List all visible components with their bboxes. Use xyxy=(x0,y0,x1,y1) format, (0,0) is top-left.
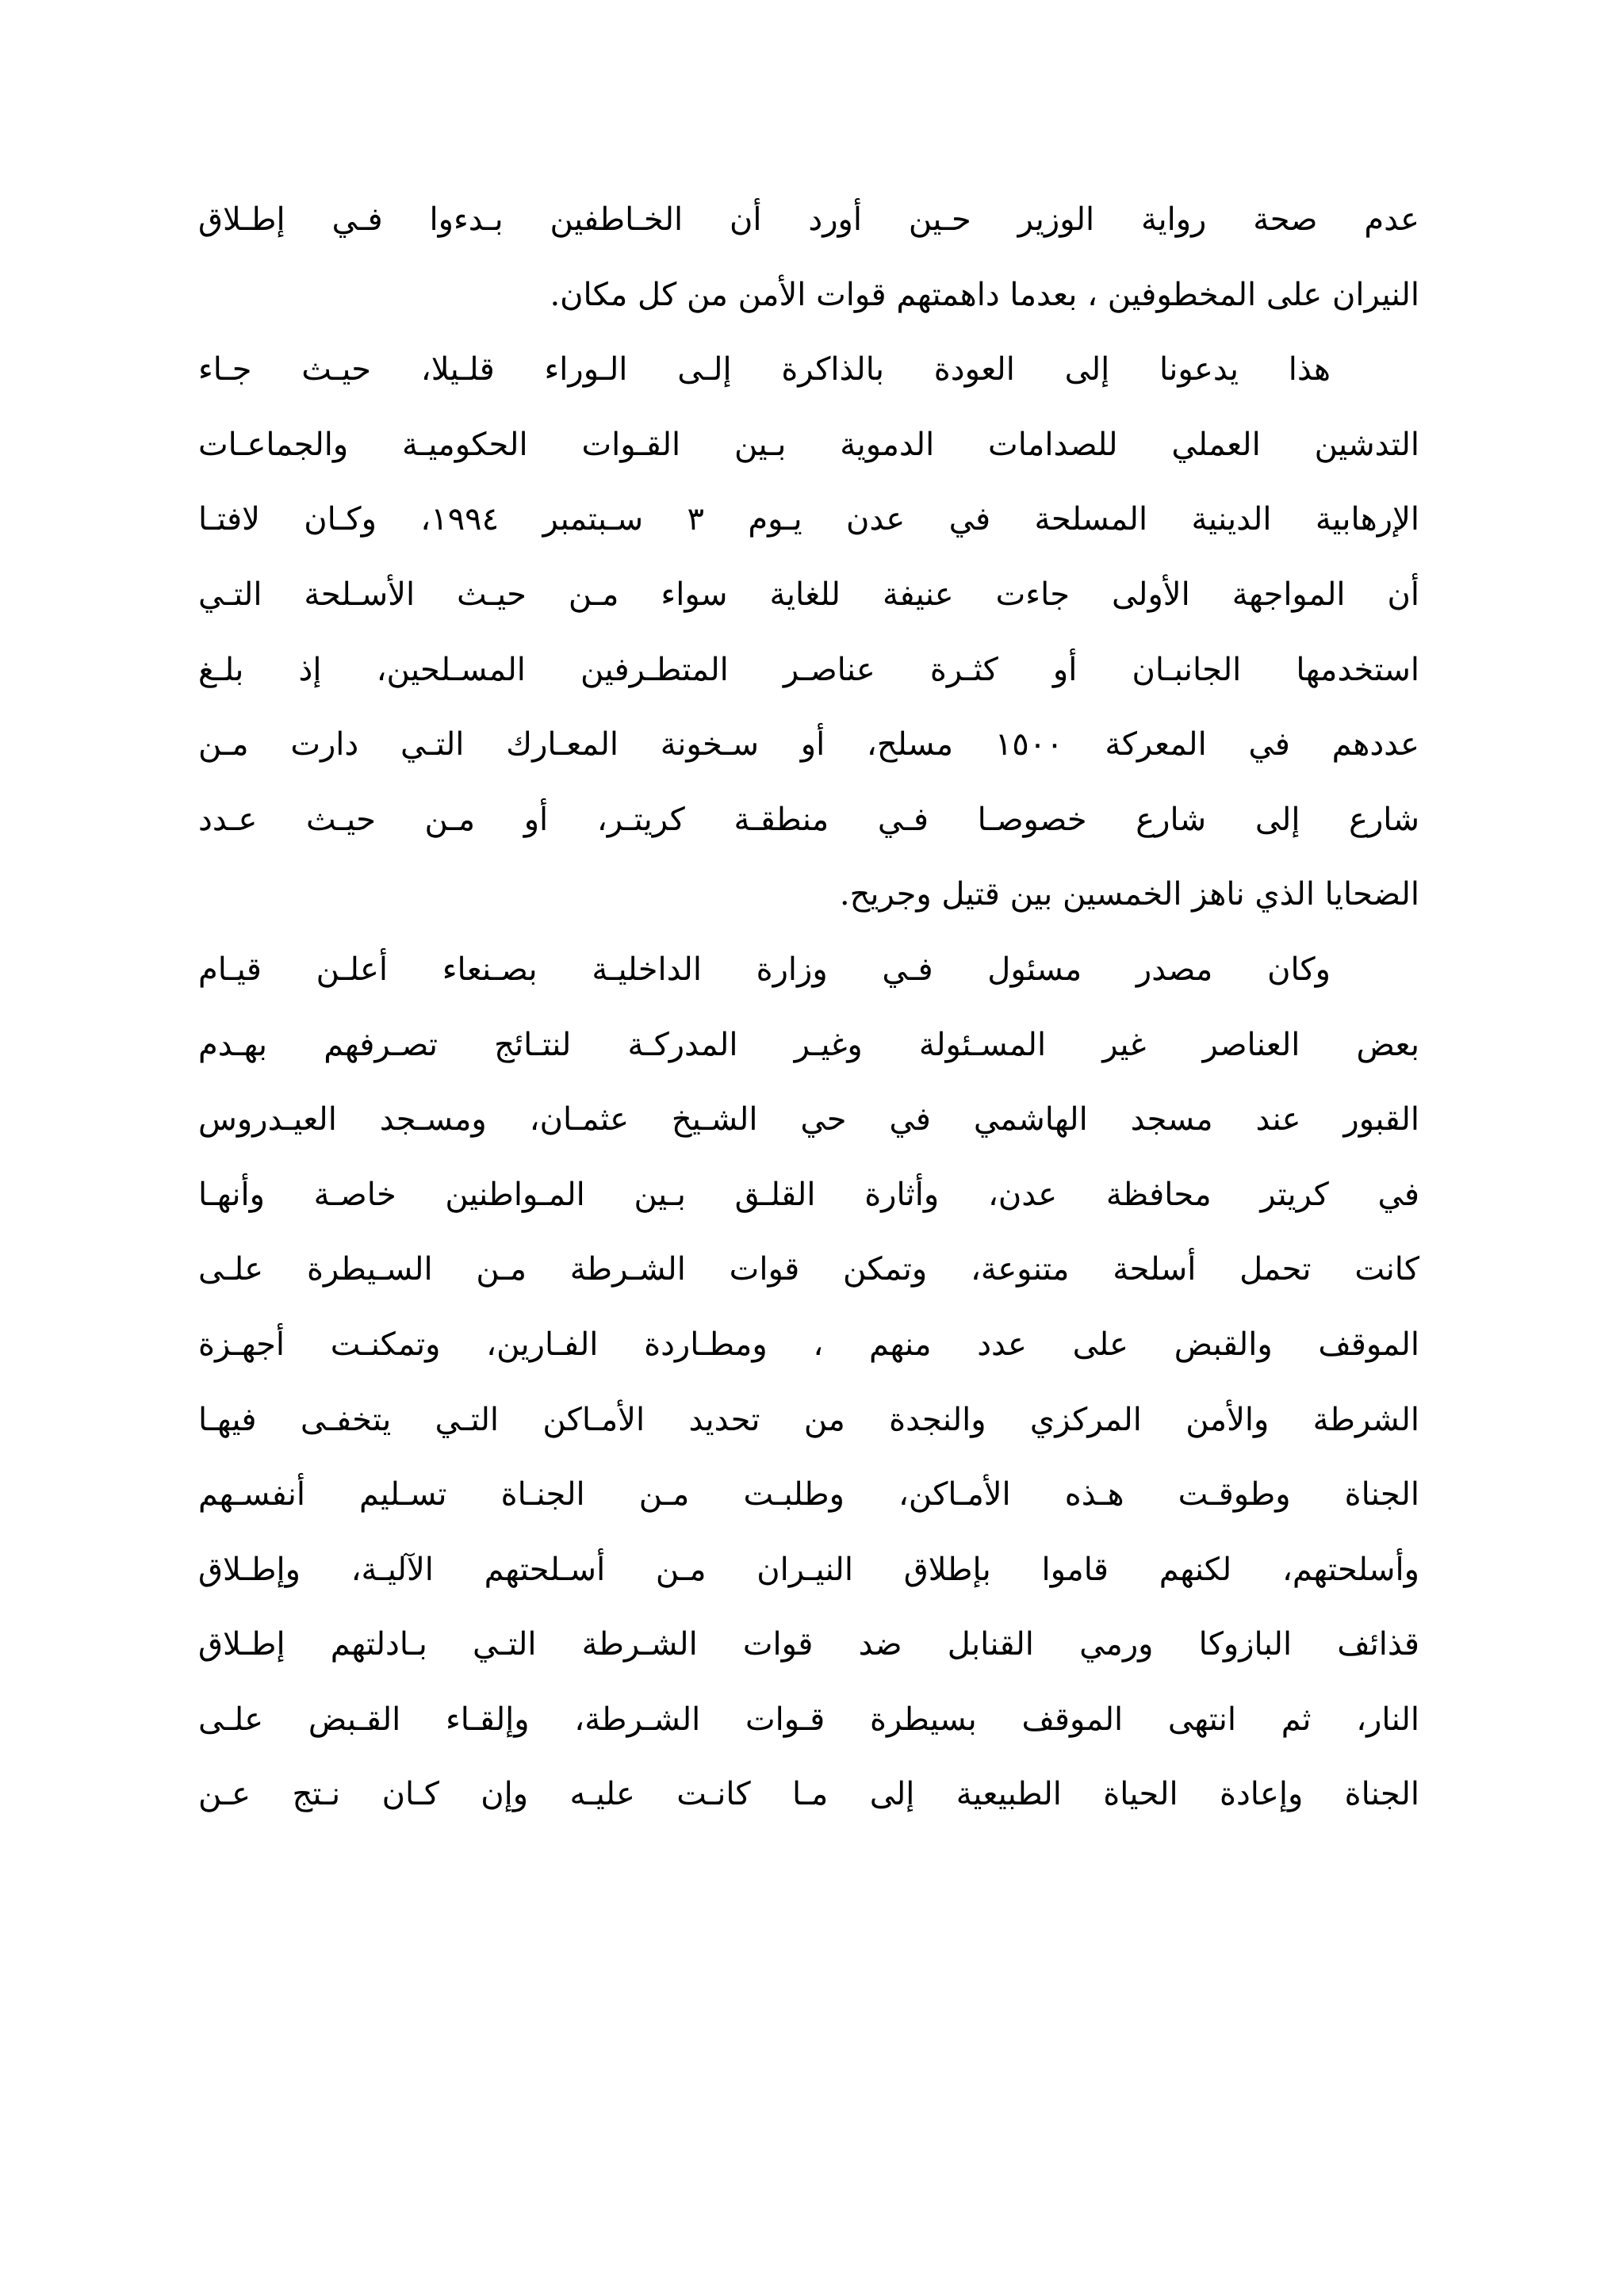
text-line: النيران على المخطوفين ، بعدما داهمتهم قوات الأمن من كل مكان. xyxy=(550,276,1419,313)
text-line: شارع إلى شارع خصوصـا فـي منطقـة كريتـر، أو مـن حيـث عـدد xyxy=(198,801,1419,838)
text-line: في كريتر محافظة عدن، وأثارة القلـق بـين المـواطنين خاصـة وأنهـا xyxy=(198,1176,1419,1213)
body-text xyxy=(198,182,1419,1832)
text-line: الموقف والقبض على عدد منهم ، ومطـاردة الفـارين، وتمكنـت أجهـزة xyxy=(198,1326,1419,1363)
text-line: قذائف البازوكا ورمي القنابل ضد قوات الشـرطة التـي بـادلتهم إطـلاق xyxy=(198,1626,1419,1663)
text-line: عددهم في المعركة ١٥٠٠ مسلح، أو سـخونة المعـارك التـي دارت مـن xyxy=(198,726,1420,763)
text-line: الجناة وإعادة الحياة الطبيعية إلى مـا كانـت عليـه وإن كـان نـتج عـن xyxy=(198,1776,1419,1813)
paragraph-first-line: هذا يدعونا إلى العودة بالذاكرة إلـى الـوراء قلـيلا، حيـث جـاء xyxy=(198,351,1331,388)
text-line: وأسلحتهم، لكنهم قاموا بإطلاق النيـران مـن أسـلحتهم الآليـة، وإطـلاق xyxy=(198,1551,1419,1588)
text-line: أن المواجهة الأولى جاءت عنيفة للغاية سواء مـن حيـث الأسـلحة التـي xyxy=(198,576,1419,613)
text-line: كانت تحمل أسلحة متنوعة، وتمكن قوات الشـرطة مـن السـيطرة علـى xyxy=(198,1251,1419,1288)
text-line: بعض العناصر غير المسـئولة وغيـر المدركـة لنتـائج تصـرفهم بهـدم xyxy=(198,1026,1419,1063)
paragraph-first-line: وكان مصدر مسئول فـي وزارة الداخليـة بصـنعاء أعلـن قيـام xyxy=(198,951,1331,988)
text-line: الجناة وطوقـت هـذه الأمـاكن، وطلبـت مـن الجنـاة تسـليم أنفسـهم xyxy=(198,1476,1419,1513)
text-line: الشرطة والأمن المركزي والنجدة من تحديد الأمـاكن التـي يتخفـى فيهـا xyxy=(198,1401,1420,1438)
text-line: النار، ثم انتهى الموقف بسيطرة قـوات الشـرطة، وإلقـاء القـبض علـى xyxy=(198,1701,1419,1738)
text-line: الإرهابية الدينية المسلحة في عدن يـوم ٣ سـبتمبر ١٩٩٤، وكـان لافتـا xyxy=(198,501,1420,538)
text-line: التدشين العملي للصدامات الدموية بـين القـوات الحكوميـة والجماعـات xyxy=(198,426,1419,463)
text-line: القبور عند مسجد الهاشمي في حي الشـيخ عثمـان، ومسـجد العيـدروس xyxy=(198,1101,1419,1138)
text-line: عدم صحة رواية الوزير حـين أورد أن الخـاطفين بـدءوا فـي إطـلاق xyxy=(198,201,1419,238)
text-line: الضحايا الذي ناهز الخمسين بين قتيل وجريح. xyxy=(839,876,1419,913)
text-line: استخدمها الجانبـان أو كثـرة عناصـر المتطـرفين المسـلحين، إذ بلـغ xyxy=(198,651,1419,688)
